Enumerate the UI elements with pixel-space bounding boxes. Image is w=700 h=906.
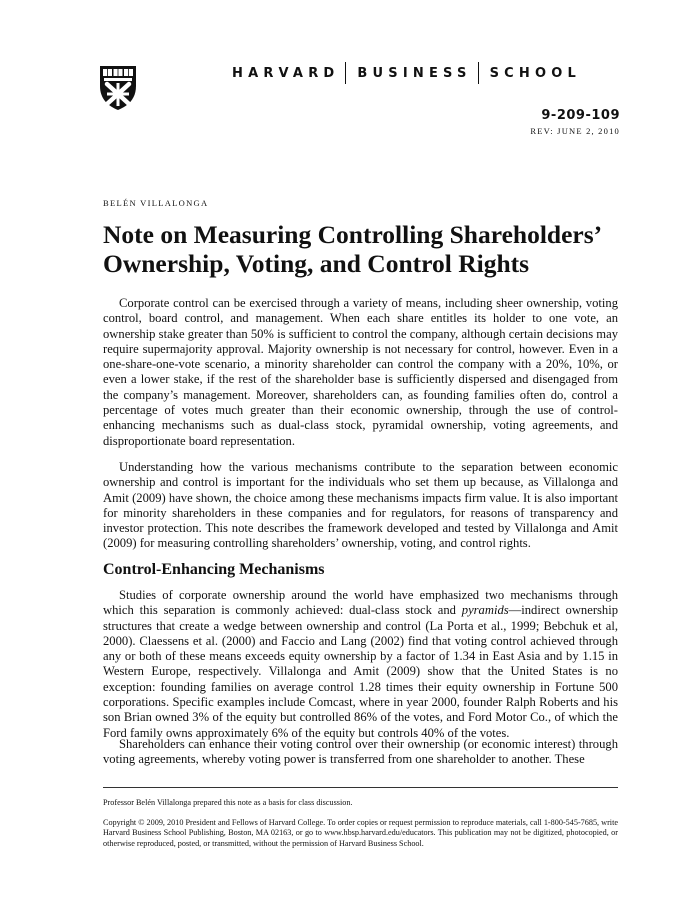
paragraph-4: Shareholders can enhance their voting control over their ownership (or economic interest) through voting agreements, whereby voting power is transferred from one shareholder to another. These <box>103 737 618 767</box>
paragraph-1: Corporate control can be exercised through a variety of means, including sheer ownership, voting control, board control, and management. When each share entitles its holder to one vote, an ownership stake greater than 50% is sufficient to control the company, although certain decisions may require supermajority approval. Majority ownership is not necessary for control, however. Even in a one-share-one-vote scenario, a minority shareholder can control the company with a 20%, 10%, or even a lower stake, if the rest of the shareholder base is sufficiently dispersed and disengaged from the company’s management. Moreover, shareholders can, as founding families often do, control a percentage of votes much greater than their economic ownership, through the use of control-enhancing mechanisms such as dual-class stock, pyramidal ownership, voting agreements, and disproportionate board representation. <box>103 296 618 448</box>
revision-date: REV: JUNE 2, 2010 <box>530 126 620 136</box>
masthead-word-school: SCHOOL <box>489 65 581 81</box>
title-line-1: Note on Measuring Controlling Shareholders’ <box>103 220 603 249</box>
title-line-2: Ownership, Voting, and Control Rights <box>103 249 530 278</box>
harvard-shield-logo <box>98 64 138 112</box>
footnote-divider <box>103 787 618 788</box>
paragraph-3-italic: pyramids <box>461 603 509 618</box>
paragraph-3-text-a: Studies of corporate ownership around the world have emphasized two mechanisms through which this separation is commonly achieved: dual-class stock and <box>103 588 618 618</box>
paragraph-3-text-b: —indirect ownership structures that create a wedge between ownership and control (La Porta et al., 1999; Bebchuk et al, 2000). Claessens et al. (2000) and Faccio and Lang (2002) find that voting control achieved through any or both of these means exceeds equity ownership by a factor of 1.34 in East Asia and by 1.15 in Western Europe, respectively. Villalonga and Amit (2009) show that the United States is no exception: founding families on average control 1.28 times their equity ownership in Fortune 500 corporations. Specific examples include Comcast, where in year 2000, founder Ralph Roberts and his son Brian owned 3% of the equity but controlled 86% of the votes, and Ford Motor Co., of which the Ford family owns approximately 6% of the equity but controls 40% of the votes. <box>103 603 619 740</box>
school-masthead <box>232 62 620 84</box>
paragraph-3 <box>103 588 618 741</box>
masthead-word-business: BUSINESS <box>357 65 472 81</box>
masthead-word-harvard: HARVARD <box>232 65 340 81</box>
masthead-divider <box>345 62 346 84</box>
section-heading: Control-Enhancing Mechanisms <box>103 561 325 578</box>
paragraph-2: Understanding how the various mechanisms contribute to the separation between economic ownership and control is important for the individuals who set them up because, as Villalonga and Amit (2009) have shown, the choice among these mechanisms impacts firm value. It is also important for minority shareholders in these companies and for regulators, for reasons of transparency and investor protection. This note describes the framework developed and tested by Villalonga and Amit (2009) for measuring controlling shareholders’ ownership, voting, and control rights. <box>103 460 618 551</box>
author-name: BELÉN VILLALONGA <box>103 198 209 208</box>
copyright-notice: Copyright © 2009, 2010 President and Fellows of Harvard College. To order copies or request permission to reproduce materials, call 1-800-545-7685, write Harvard Business School Publishing, Boston, MA 02163, or go to www.hbsp.harvard.edu/educators. This publication may not be digitized, photocopied, or otherwise reproduced, posted, or transmitted, without the permission of Harvard Business School. <box>103 818 618 848</box>
document-title <box>103 220 623 278</box>
masthead-divider <box>478 62 479 84</box>
document-number: 9-209-109 <box>541 108 620 123</box>
footnote: Professor Belén Villalonga prepared this note as a basis for class discussion. <box>103 798 353 807</box>
